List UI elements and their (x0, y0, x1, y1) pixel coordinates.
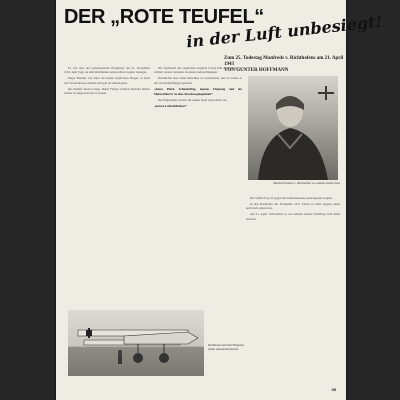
page-number: 39 (331, 387, 336, 392)
paragraph: Die Staffel flog oft gegen die zahlenmaessig ueberlegenen Gegner. (250, 196, 333, 200)
subtitle-text: Zum 25. Todestag Manfreds v. Richthofens am 21. April 1943 (224, 56, 344, 67)
section-heading: „unsere Luftschiffahrer“ (154, 104, 187, 109)
article-headline-script: in der Luft unbesiegt! (185, 11, 384, 52)
airplane-photo (68, 310, 204, 376)
paragraph: Richthofen liess seine Maschine rot anstreichen, und so wurde er der rote Kampfflieger genannt. (154, 76, 242, 85)
text-column-1 (64, 66, 150, 97)
paragraph: Die Englaender setzten auf seinen Kopf einen Preis aus. (158, 97, 228, 102)
article-headline: DER „ROTE TEUFEL“ (64, 6, 264, 28)
pilot-photo (248, 76, 338, 180)
paragraph: Der Kampf dauerte lange. Beide Flieger suchten einander immer wieder in engen Kurven zu fassen. (64, 86, 150, 96)
section-heading: „Rotes Pferd, Schlachtflug, eigenes Flugzeug und ein Meisterlehrer! So eine Abschussgelegenheit“ (154, 87, 242, 96)
magazine-page (56, 0, 384, 400)
paragraph: Major Hawker war einer der besten englischen Flieger; er hatte das Victoriakreuz erhalten und galt als unbesiegbar. (64, 76, 150, 85)
pilot-photo-caption: Manfred Freiherr v. Richthofen vor seinem letzten Start (273, 181, 340, 185)
paragraph: In den Kaempfen des Fruehjahrs 1917 schoss er seine Gegner einen nach dem anderen ab. (246, 201, 340, 211)
paragraph: Es war eine der bedeutsamsten Ereignisse am 21. November 1916, dem Tage, an dem Richthofen seinen elften Gegner besiegte. (64, 66, 150, 75)
paragraph: Am 21. April 1918 kehrte er von seinem letzten Feindflug nicht mehr zurueck. (246, 212, 340, 221)
airplane-photo-caption: Richthofen auf dem Flugplatz neben seinem Dreidecker (208, 343, 244, 351)
text-column-3 (246, 196, 340, 223)
paragraph: Die Tapferkeit des englischen Gegners zwang ihm Achtung ab, er schrieb spaeter darueber in seinen Aufzeichnungen. (154, 66, 242, 75)
text-column-2 (154, 66, 242, 111)
article-subtitle (224, 56, 344, 74)
byline: VON GUNTER HOFFMANN (224, 68, 289, 73)
